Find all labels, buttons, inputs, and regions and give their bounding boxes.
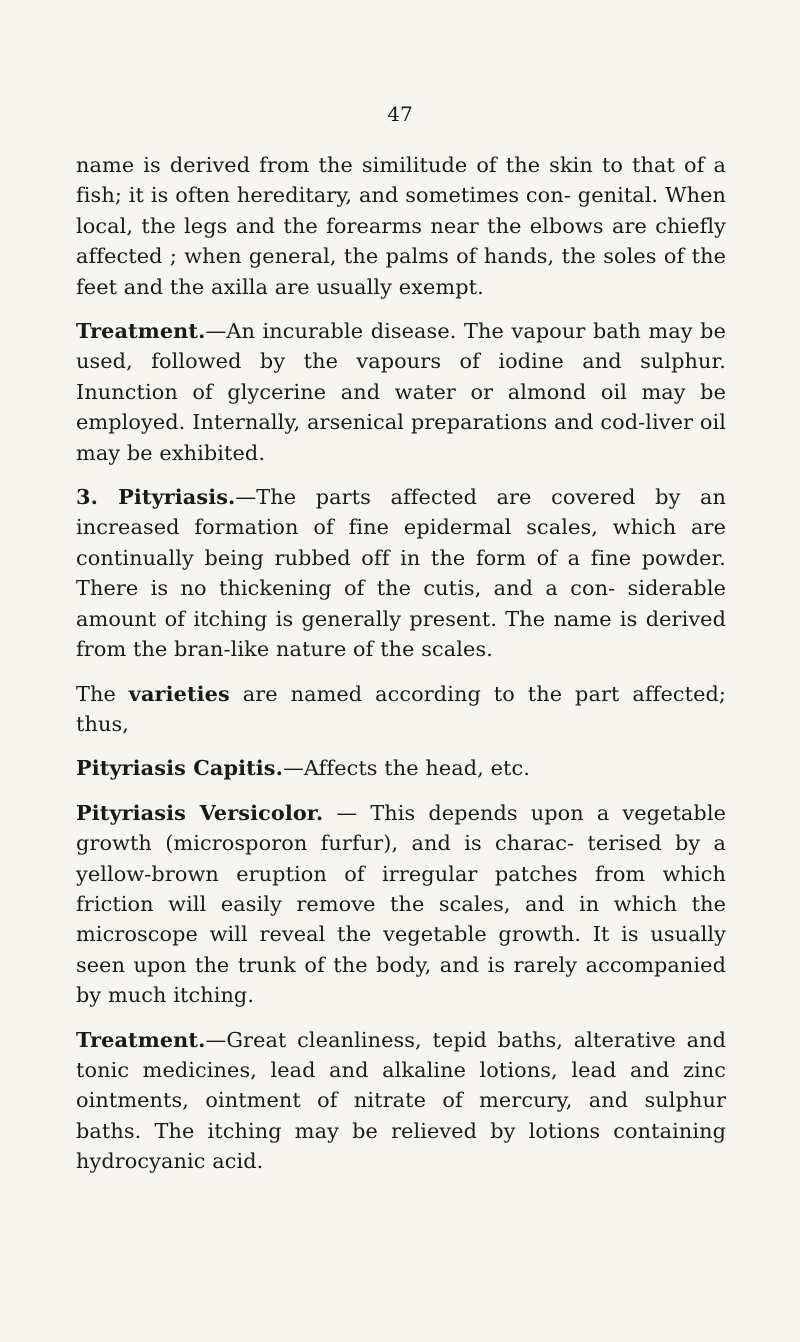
varieties-emphasis: varieties (128, 680, 230, 706)
paragraph-text-start: The (76, 681, 129, 706)
treatment-heading: Treatment. (76, 1026, 206, 1052)
paragraph-pityriasis-treatment (76, 1025, 726, 1177)
paragraph-pityriasis-versicolor (76, 798, 726, 1011)
paragraph-ichthyosis-description (76, 150, 726, 302)
paragraph-text: — This depends upon a vegetable growth (microsporon furfur), and is charac- terised by a yellow-brown eruption of irregular patches from which friction will easily remove the scales, and in which the microscope will reveal the vegetable growth. It is usually seen upon the trunk of the body, and is rarely accompanied by much itching. (76, 800, 726, 1008)
paragraph-text: —An incurable disease. The vapour bath may be used, followed by the vapours of iodine and sulphur. Inunction of glycerine and water or almond oil may be employed. Internally, arsenical preparations and cod-liver oil may be exhibited. (76, 319, 726, 465)
pityriasis-versicolor-heading: Pityriasis Versicolor. (76, 799, 324, 825)
pityriasis-heading: 3. Pityriasis. (76, 484, 236, 510)
paragraph-pityriasis (76, 482, 726, 664)
paragraph-text: —Great cleanliness, tepid baths, alterative and tonic medicines, lead and alkaline lotions, lead and zinc ointments, ointment of nitrate of mercury, and sulphur baths. The itching may be relieved by lotions containing hydrocyanic acid. (76, 1027, 726, 1174)
pityriasis-capitis-heading: Pityriasis Capitis. (76, 755, 283, 781)
paragraph-text: —The parts affected are covered by an increased formation of fine epidermal scales, which are continually being rubbed off in the form of a fine powder. There is no thickening of the cutis, and a con- siderable amount of itching is generally present. The name is derived from the bran-like nature of the scales. (76, 485, 726, 662)
paragraph-ichthyosis-treatment (76, 316, 726, 468)
paragraph-text-end: are named according to the part affected; thus, (76, 681, 726, 736)
paragraph-text: name is derived from the similitude of the skin to that of a fish; it is often hereditary, and sometimes con- genital. When local, the legs and the forearms near the elbows are chiefly affected ; when general, the palms of hands, the soles of the feet and the axilla are usually exempt. (76, 153, 726, 299)
paragraph-text: —Affects the head, etc. (282, 756, 530, 781)
body-text (76, 150, 726, 1191)
page-number: 47 (387, 102, 413, 126)
treatment-heading: Treatment. (76, 318, 206, 344)
paragraph-pityriasis-capitis (76, 753, 726, 783)
paragraph-varieties (76, 679, 726, 740)
